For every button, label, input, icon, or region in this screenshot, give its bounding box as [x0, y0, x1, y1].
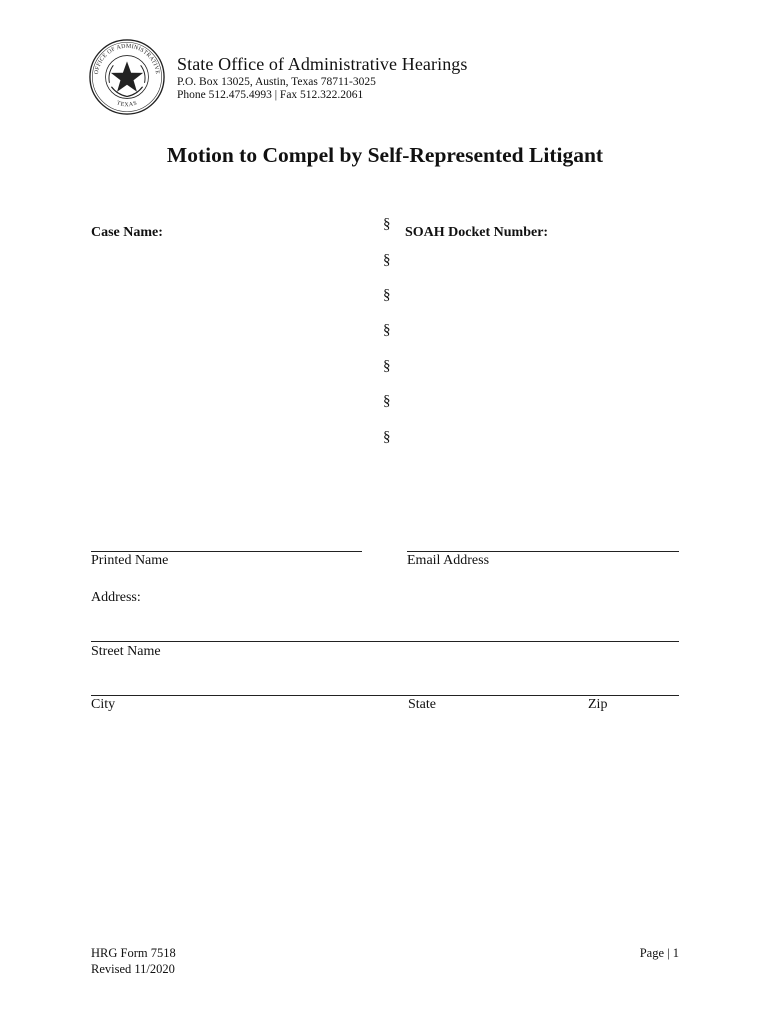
- email-address-label: Email Address: [407, 553, 490, 568]
- case-name-label: Case Name:: [91, 225, 163, 240]
- section-symbol: §: [383, 429, 391, 445]
- address-label: Address:: [91, 590, 141, 605]
- printed-name-label: Printed Name: [91, 553, 169, 568]
- city-label: City: [91, 697, 116, 712]
- zip-label: Zip: [588, 697, 608, 712]
- section-symbol: §: [383, 393, 391, 409]
- svg-text:TEXAS: TEXAS: [115, 100, 139, 109]
- svg-text:OFFICE OF ADMINISTRATIVE: OFFICE OF ADMINISTRATIVE: [93, 43, 161, 75]
- texas-star-seal-icon: [88, 38, 166, 116]
- street-name-line[interactable]: [91, 641, 679, 642]
- docket-number-label: SOAH Docket Number:: [405, 225, 549, 240]
- section-symbol: §: [383, 358, 391, 374]
- agency-phone-fax: Phone 512.475.4993 | Fax 512.322.2061: [177, 89, 364, 101]
- section-symbol: §: [383, 252, 391, 268]
- page-number: Page | 1: [639, 946, 679, 960]
- form-number: HRG Form 7518: [91, 946, 176, 960]
- city-state-zip-line[interactable]: [91, 695, 679, 696]
- agency-name: State Office of Administrative Hearings: [177, 54, 468, 74]
- state-label: State: [408, 697, 436, 712]
- email-address-line[interactable]: [407, 551, 679, 552]
- revised-date: Revised 11/2020: [91, 962, 175, 976]
- section-symbol: §: [383, 322, 391, 338]
- agency-address: P.O. Box 13025, Austin, Texas 78711-3025: [177, 76, 376, 88]
- form-title: Motion to Compel by Self-Represented Litigant: [166, 143, 604, 167]
- printed-name-line[interactable]: [91, 551, 362, 552]
- street-name-label: Street Name: [91, 644, 161, 659]
- section-symbol: §: [383, 216, 391, 232]
- section-symbol: §: [383, 287, 391, 303]
